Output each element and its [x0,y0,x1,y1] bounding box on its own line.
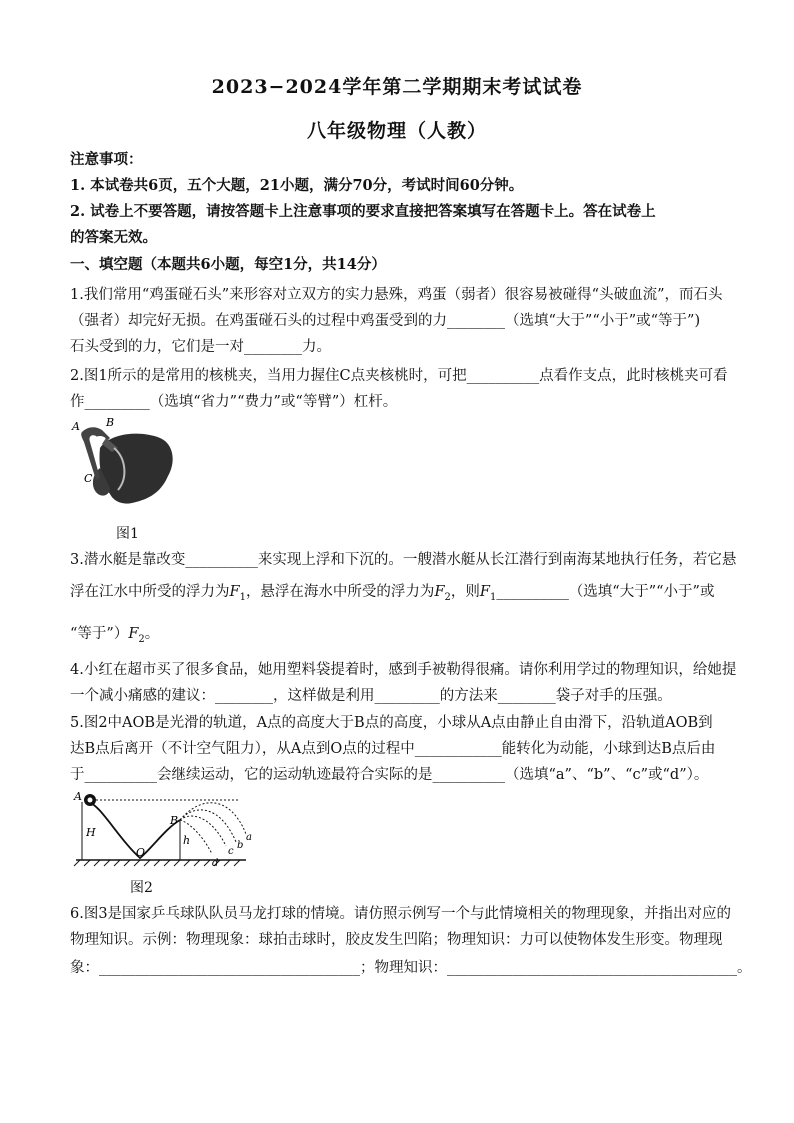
exam-title: 2023−2024学年第二学期期末考试试卷 [211,76,583,98]
fig1-label-c: C [84,472,93,485]
fig2-label-big-h: H [86,826,96,839]
fig2-label-small-h: h [183,834,191,847]
q3-line-3 [70,624,740,650]
symbol-f2-again: F [128,626,139,642]
figure-2-track [70,788,270,872]
q3-text-e: “等于”） [70,626,129,642]
notes-item-2-line-2: 的答案无效。 [70,229,157,246]
q6-line-2: 物理知识。示例：物理现象：球拍击球时，胶皮发生凹陷；物理知识：力可以使物体发生形变。物理现 [70,932,723,948]
figure-2-caption: 图2 [130,880,153,896]
q1-line-2: （强者）却完好无损。在鸡蛋碰石头的过程中鸡蛋受到的力________（选填“大于”“小于”或“等于”) [70,313,701,329]
track-aob [88,802,180,858]
q5-line-2: 达B点后离开（不计空气阻力），从A点到O点的过程中____________能转化为动能，小球到达B点后由 [70,741,716,757]
q4-line-2: 一个减小痛感的建议：________，这样做是利用_________的方法来________袋子对手的压强。 [70,688,672,704]
section-1-heading: 一、填空题（本题共6小题，每空1分，共14分） [70,256,386,273]
exam-subtitle: 八年级物理（人教） [306,120,487,142]
q5-line-3: 于__________会继续运动，它的运动轨迹最符合实际的是__________（选填“a”、“b”、“c”或“d”）。 [70,767,709,783]
notes-item-2-line-1: 2. 试卷上不要答题，请按答题卡上注意事项的要求直接把答案填写在答题卡上。答在试卷上 [70,203,656,220]
symbol-f2: F [434,584,445,600]
subscript-1: 1 [239,591,246,603]
fig2-label-d-curve: d [212,858,219,869]
fig1-label-b: B [106,418,115,429]
figure-1-caption: 图1 [116,526,139,542]
q3-text-b: ，悬浮在海水中所受的浮力为 [245,584,435,600]
q3-text-a: 浮在江水中所受的浮力为 [70,584,230,600]
q5-line-1: 5.图2中AOB是光滑的轨道，A点的高度大于B点的高度，小球从A点由静止自由滑下，沿轨道AOB到 [70,715,713,731]
q2-line-1: 2.图1所示的是常用的核桃夹，当用力握住C点夹核桃时，可把__________点看作支点，此时核桃夹可看 [70,368,728,384]
trajectory-a [180,803,246,834]
fig2-label-a-point: A [74,790,82,803]
q3-text-d: __________（选填“大于”“小于”或 [496,584,715,600]
subscript-1-again: 1 [489,591,497,603]
ball-highlight [88,798,93,803]
q1-line-3: 石头受到的力，它们是一对________力。 [70,339,331,355]
fig2-label-b-point: B [170,814,179,827]
q3-line-2 [70,582,740,608]
q6-line-1: 6.图3是国家乒乓球队队员马龙打球的情境。请仿照示例写一个与此情境相关的物理现象，并指出对应的 [70,906,732,922]
symbol-f1-again: F [479,584,490,600]
fig1-label-a: A [72,420,80,433]
fig2-label-a-curve: a [246,832,252,843]
notes-item-1: 1. 本试卷共6页，五个大题，21小题，满分70分，考试时间60分钟。 [70,177,524,194]
q3-line-1: 3.潜水艇是靠改变__________来实现上浮和下沉的。一艘潜水艇从长江潜行到南海某地执行任务，若它悬 [70,552,737,568]
figure-1-nutcracker [70,418,180,518]
subscript-2-again: 2 [138,633,145,645]
notes-heading: 注意事项： [70,151,143,168]
q2-line-2: 作_________（选填“省力”“费力”或“等臂”）杠杆。 [70,394,398,410]
fig2-label-c-curve: c [228,846,234,857]
q3-text-f: 。 [144,626,160,642]
subscript-2: 2 [444,591,451,603]
fig2-label-b-curve: b [237,840,244,851]
q6-line-3: 象：____________________________________；物理知识：________________________________________。 [70,960,752,976]
fig2-label-o-point: O [136,846,146,859]
symbol-f1: F [229,584,240,600]
q3-text-c: ，则 [450,584,480,600]
q1-line-1: 1.我们常用“鸡蛋碰石头”来形容对立双方的实力悬殊，鸡蛋（弱者）很容易被碰得“头破血流”，而石头 [70,287,723,303]
q4-line-1: 4.小红在超市买了很多食品，她用塑料袋提着时，感到手被勒得很痛。请你利用学过的物理知识，给她提 [70,662,737,678]
